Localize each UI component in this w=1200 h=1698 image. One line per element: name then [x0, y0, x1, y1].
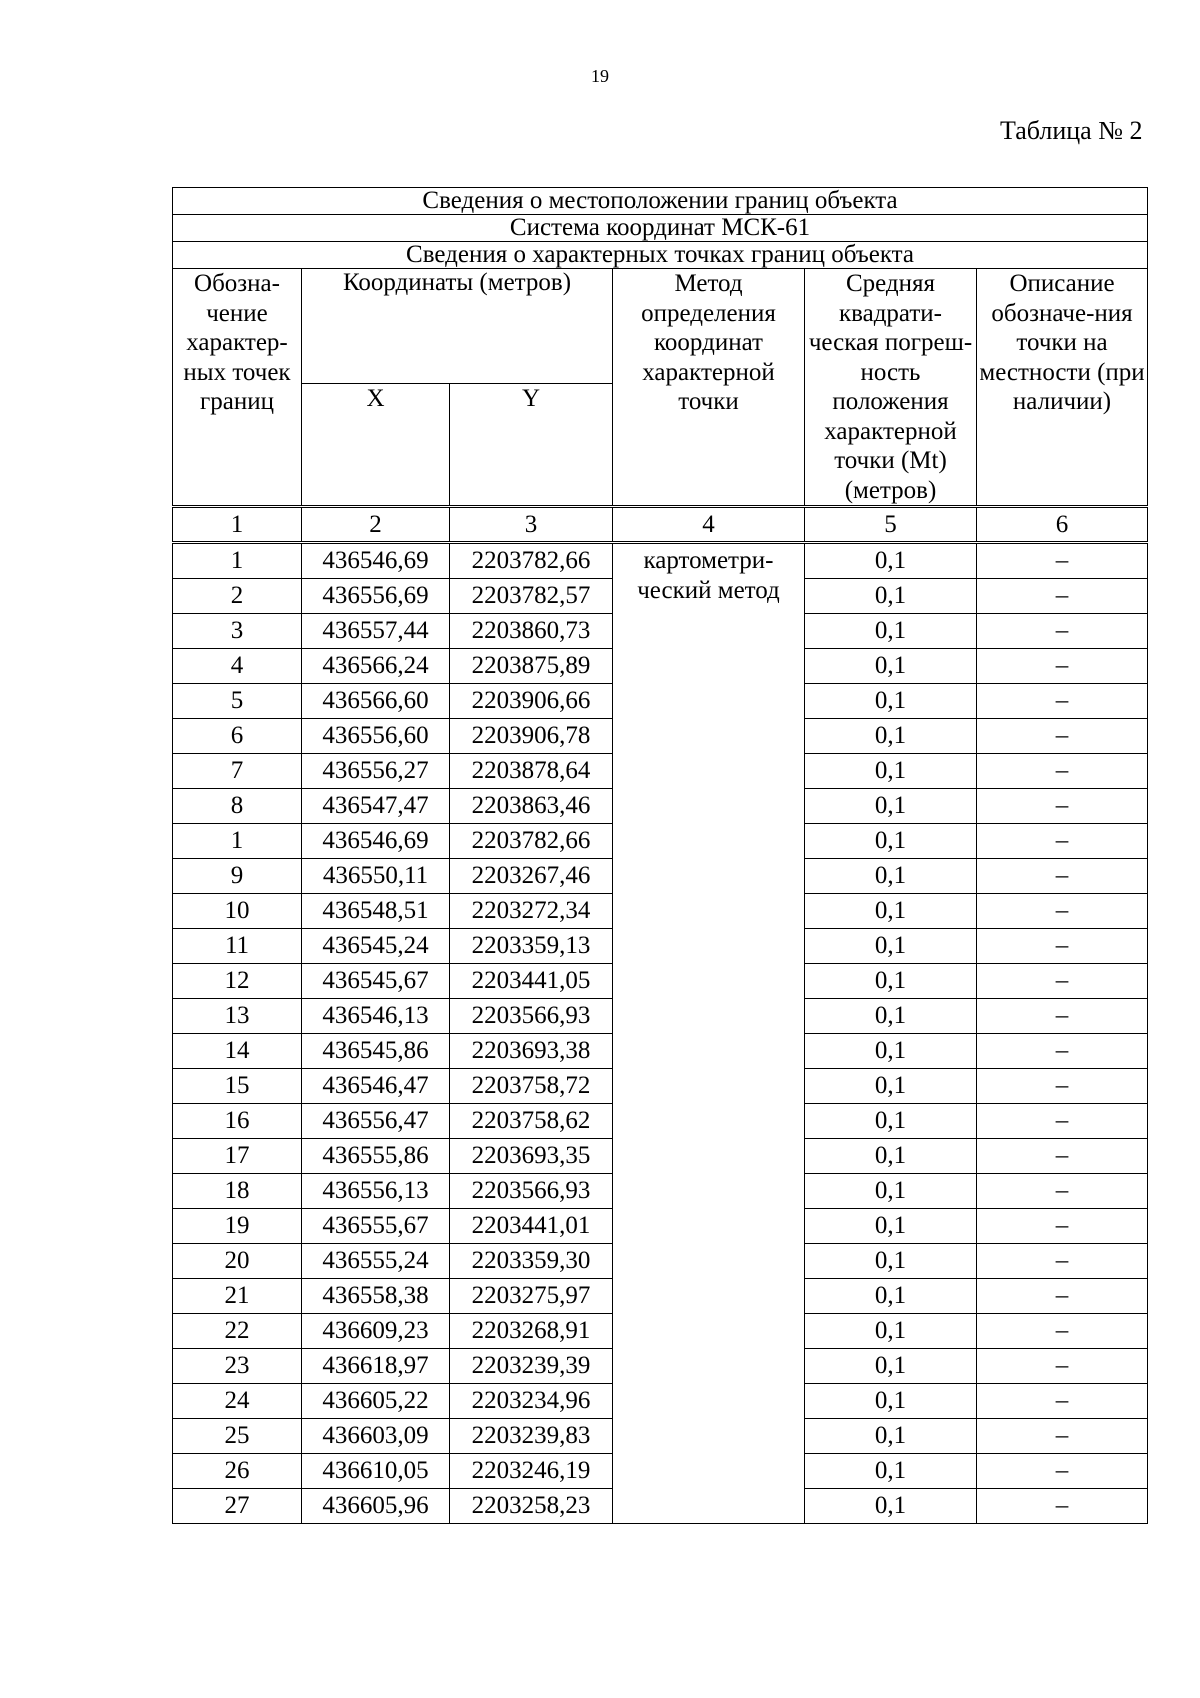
description-cell: – — [977, 1314, 1148, 1349]
coordinates-table — [172, 187, 1148, 1524]
point-number-cell: 16 — [173, 1104, 302, 1139]
point-number-cell: 11 — [173, 929, 302, 964]
header-designation: Обозна-чение характер-ных точек границ — [173, 269, 302, 507]
header-x: X — [302, 384, 450, 507]
point-number-cell: 27 — [173, 1489, 302, 1524]
x-coordinate-cell: 436605,22 — [302, 1384, 450, 1419]
description-cell: – — [977, 929, 1148, 964]
error-cell: 0,1 — [805, 1069, 977, 1104]
x-coordinate-cell: 436610,05 — [302, 1454, 450, 1489]
y-coordinate-cell: 2203234,96 — [450, 1384, 613, 1419]
description-cell: – — [977, 1174, 1148, 1209]
error-cell: 0,1 — [805, 543, 977, 579]
description-cell: – — [977, 1209, 1148, 1244]
y-coordinate-cell: 2203863,46 — [450, 789, 613, 824]
point-number-cell: 13 — [173, 999, 302, 1034]
point-number-cell: 1 — [173, 543, 302, 579]
y-coordinate-cell: 2203268,91 — [450, 1314, 613, 1349]
y-coordinate-cell: 2203906,66 — [450, 684, 613, 719]
description-cell: – — [977, 1489, 1148, 1524]
error-cell: 0,1 — [805, 1349, 977, 1384]
point-number-cell: 17 — [173, 1139, 302, 1174]
header-y: Y — [450, 384, 613, 507]
y-coordinate-cell: 2203782,57 — [450, 579, 613, 614]
table-title-location: Сведения о местоположении границ объекта — [173, 188, 1148, 215]
error-cell: 0,1 — [805, 859, 977, 894]
point-number-cell: 1 — [173, 824, 302, 859]
table-label: Таблица № 2 — [1000, 116, 1143, 145]
error-cell: 0,1 — [805, 1454, 977, 1489]
y-coordinate-cell: 2203267,46 — [450, 859, 613, 894]
header-method: Метод определения координат характерной точки — [613, 269, 805, 507]
x-coordinate-cell: 436545,24 — [302, 929, 450, 964]
point-number-cell: 15 — [173, 1069, 302, 1104]
point-number-cell: 21 — [173, 1279, 302, 1314]
error-cell: 0,1 — [805, 964, 977, 999]
point-number-cell: 26 — [173, 1454, 302, 1489]
table-title-coordinate-system: Система координат МСК-61 — [173, 215, 1148, 242]
error-cell: 0,1 — [805, 579, 977, 614]
x-coordinate-cell: 436566,24 — [302, 649, 450, 684]
point-number-cell: 5 — [173, 684, 302, 719]
x-coordinate-cell: 436546,69 — [302, 543, 450, 579]
y-coordinate-cell: 2203875,89 — [450, 649, 613, 684]
error-cell: 0,1 — [805, 1174, 977, 1209]
error-cell: 0,1 — [805, 929, 977, 964]
column-number: 4 — [613, 507, 805, 543]
description-cell: – — [977, 1244, 1148, 1279]
description-cell: – — [977, 579, 1148, 614]
description-cell: – — [977, 719, 1148, 754]
point-number-cell: 10 — [173, 894, 302, 929]
y-coordinate-cell: 2203359,30 — [450, 1244, 613, 1279]
point-number-cell: 6 — [173, 719, 302, 754]
description-cell: – — [977, 1349, 1148, 1384]
x-coordinate-cell: 436556,69 — [302, 579, 450, 614]
error-cell: 0,1 — [805, 1209, 977, 1244]
x-coordinate-cell: 436546,13 — [302, 999, 450, 1034]
y-coordinate-cell: 2203258,23 — [450, 1489, 613, 1524]
header-description: Описание обозначе-ния точки на местности (при наличии) — [977, 269, 1148, 507]
description-cell: – — [977, 543, 1148, 579]
header-coordinates: Координаты (метров) — [302, 269, 613, 384]
description-cell: – — [977, 1069, 1148, 1104]
point-number-cell: 8 — [173, 789, 302, 824]
point-number-cell: 18 — [173, 1174, 302, 1209]
y-coordinate-cell: 2203272,34 — [450, 894, 613, 929]
y-coordinate-cell: 2203566,93 — [450, 999, 613, 1034]
error-cell: 0,1 — [805, 1384, 977, 1419]
column-number: 6 — [977, 507, 1148, 543]
y-coordinate-cell: 2203693,38 — [450, 1034, 613, 1069]
point-number-cell: 7 — [173, 754, 302, 789]
error-cell: 0,1 — [805, 1489, 977, 1524]
x-coordinate-cell: 436555,24 — [302, 1244, 450, 1279]
point-number-cell: 12 — [173, 964, 302, 999]
description-cell: – — [977, 1384, 1148, 1419]
x-coordinate-cell: 436546,69 — [302, 824, 450, 859]
description-cell: – — [977, 824, 1148, 859]
column-number: 2 — [302, 507, 450, 543]
x-coordinate-cell: 436609,23 — [302, 1314, 450, 1349]
y-coordinate-cell: 2203441,01 — [450, 1209, 613, 1244]
x-coordinate-cell: 436566,60 — [302, 684, 450, 719]
x-coordinate-cell: 436556,13 — [302, 1174, 450, 1209]
description-cell: – — [977, 1279, 1148, 1314]
description-cell: – — [977, 894, 1148, 929]
y-coordinate-cell: 2203275,97 — [450, 1279, 613, 1314]
description-cell: – — [977, 1454, 1148, 1489]
column-number: 5 — [805, 507, 977, 543]
error-cell: 0,1 — [805, 999, 977, 1034]
point-number-cell: 24 — [173, 1384, 302, 1419]
error-cell: 0,1 — [805, 1139, 977, 1174]
table-row — [173, 543, 1148, 579]
description-cell: – — [977, 1139, 1148, 1174]
description-cell: – — [977, 649, 1148, 684]
error-cell: 0,1 — [805, 719, 977, 754]
point-number-cell: 22 — [173, 1314, 302, 1349]
y-coordinate-cell: 2203758,62 — [450, 1104, 613, 1139]
x-coordinate-cell: 436548,51 — [302, 894, 450, 929]
point-number-cell: 20 — [173, 1244, 302, 1279]
error-cell: 0,1 — [805, 789, 977, 824]
error-cell: 0,1 — [805, 754, 977, 789]
description-cell: – — [977, 789, 1148, 824]
description-cell: – — [977, 684, 1148, 719]
y-coordinate-cell: 2203441,05 — [450, 964, 613, 999]
y-coordinate-cell: 2203906,78 — [450, 719, 613, 754]
description-cell: – — [977, 964, 1148, 999]
x-coordinate-cell: 436556,60 — [302, 719, 450, 754]
x-coordinate-cell: 436603,09 — [302, 1419, 450, 1454]
point-number-cell: 2 — [173, 579, 302, 614]
x-coordinate-cell: 436558,38 — [302, 1279, 450, 1314]
description-cell: – — [977, 614, 1148, 649]
y-coordinate-cell: 2203239,39 — [450, 1349, 613, 1384]
error-cell: 0,1 — [805, 1244, 977, 1279]
column-number: 3 — [450, 507, 613, 543]
table-title-points: Сведения о характерных точках границ объекта — [173, 242, 1148, 269]
description-cell: – — [977, 859, 1148, 894]
x-coordinate-cell: 436546,47 — [302, 1069, 450, 1104]
x-coordinate-cell: 436605,96 — [302, 1489, 450, 1524]
description-cell: – — [977, 1419, 1148, 1454]
method-cell: картометри-ческий метод — [613, 543, 805, 1524]
error-cell: 0,1 — [805, 1314, 977, 1349]
error-cell: 0,1 — [805, 614, 977, 649]
y-coordinate-cell: 2203359,13 — [450, 929, 613, 964]
header-error: Средняя квадрати-ческая погреш-ность положения характерной точки (Mt) (метров) — [805, 269, 977, 507]
y-coordinate-cell: 2203239,83 — [450, 1419, 613, 1454]
x-coordinate-cell: 436557,44 — [302, 614, 450, 649]
x-coordinate-cell: 436556,47 — [302, 1104, 450, 1139]
error-cell: 0,1 — [805, 649, 977, 684]
y-coordinate-cell: 2203758,72 — [450, 1069, 613, 1104]
y-coordinate-cell: 2203860,73 — [450, 614, 613, 649]
x-coordinate-cell: 436547,47 — [302, 789, 450, 824]
error-cell: 0,1 — [805, 684, 977, 719]
x-coordinate-cell: 436545,67 — [302, 964, 450, 999]
page-number: 19 — [591, 66, 609, 86]
error-cell: 0,1 — [805, 824, 977, 859]
x-coordinate-cell: 436545,86 — [302, 1034, 450, 1069]
point-number-cell: 14 — [173, 1034, 302, 1069]
description-cell: – — [977, 1034, 1148, 1069]
point-number-cell: 4 — [173, 649, 302, 684]
point-number-cell: 19 — [173, 1209, 302, 1244]
x-coordinate-cell: 436556,27 — [302, 754, 450, 789]
column-number: 1 — [173, 507, 302, 543]
y-coordinate-cell: 2203782,66 — [450, 543, 613, 579]
point-number-cell: 25 — [173, 1419, 302, 1454]
y-coordinate-cell: 2203566,93 — [450, 1174, 613, 1209]
x-coordinate-cell: 436555,86 — [302, 1139, 450, 1174]
point-number-cell: 23 — [173, 1349, 302, 1384]
error-cell: 0,1 — [805, 1279, 977, 1314]
y-coordinate-cell: 2203693,35 — [450, 1139, 613, 1174]
error-cell: 0,1 — [805, 1419, 977, 1454]
y-coordinate-cell: 2203246,19 — [450, 1454, 613, 1489]
x-coordinate-cell: 436555,67 — [302, 1209, 450, 1244]
error-cell: 0,1 — [805, 1034, 977, 1069]
description-cell: – — [977, 1104, 1148, 1139]
description-cell: – — [977, 754, 1148, 789]
column-number-row — [173, 507, 1148, 543]
point-number-cell: 3 — [173, 614, 302, 649]
y-coordinate-cell: 2203878,64 — [450, 754, 613, 789]
error-cell: 0,1 — [805, 894, 977, 929]
y-coordinate-cell: 2203782,66 — [450, 824, 613, 859]
error-cell: 0,1 — [805, 1104, 977, 1139]
point-number-cell: 9 — [173, 859, 302, 894]
x-coordinate-cell: 436550,11 — [302, 859, 450, 894]
x-coordinate-cell: 436618,97 — [302, 1349, 450, 1384]
description-cell: – — [977, 999, 1148, 1034]
